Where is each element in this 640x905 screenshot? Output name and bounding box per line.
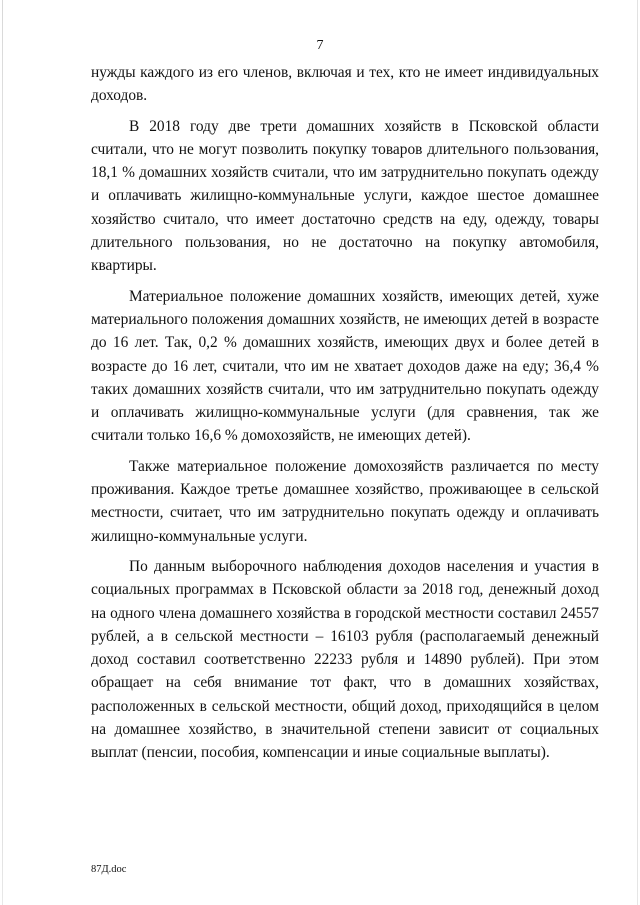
paragraph-household-purchases: В 2018 году две трети домашних хозяйств в Псковской области считали, что не могут позволить покупку товаров длительного пользования, 18,1 % домашних хозяйств считали, что им затруднительно покупать одежду и оплачивать жилищно-коммунальные услуги, каждое шестое домашнее хозяйство считало, что имеет достаточно средств на еду, одежду, товары длительного пользования, но не достаточно на покупку автомобиля, квартиры. xyxy=(91,117,599,275)
paragraph-continuation: нужды каждого из его членов, включая и тех, кто не имеет индивидуальных доходов. xyxy=(91,64,599,105)
paragraph-place-of-residence: Также материальное положение домохозяйств различается по месту проживания. Каждое третье домашнее хозяйство, проживающее в сельской местности, считает, что им затруднительно покупать одежду и оплачивать жилищно-коммунальные услуги. xyxy=(91,457,599,545)
scan-edge-right xyxy=(637,0,638,905)
page-number: 7 xyxy=(316,38,324,53)
body-text xyxy=(91,61,599,772)
scan-edge-left xyxy=(2,0,3,905)
footer-filename: 87Д.doc xyxy=(91,864,127,875)
paragraph-income-survey: По данным выборочного наблюдения доходов населения и участия в социальных программах в Псковской области за 2018 год, денежный доход на одного члена домашнего хозяйства в городской местности составил 24557 рублей, а в сельской местности – 16103 рубля (располагаемый денежный доход составил соответственно 22233 рубля и 14890 рублей). При этом обращает на себя внимание тот факт, что в домашних хозяйствах, расположенных в сельской местности, общий доход, приходящийся в целом на домашнее хозяйство, в значительной степени зависит от социальных выплат (пенсии, пособия, компенсации и иные социальные выплаты). xyxy=(91,557,599,762)
paragraph-households-with-children: Материальное положение домашних хозяйств, имеющих детей, хуже материального положения домашних хозяйств, не имеющих детей в возрасте до 16 лет. Так, 0,2 % домашних хозяйств, имеющих двух и более детей в возрасте до 16 лет, считали, что им не хватает доходов даже на еду; 36,4 % таких домашних хозяйств считали, что им затруднительно покупать одежду и оплачивать жилищно-коммунальные услуги (для сравнения, так же считали только 16,6 % домохозяйств, не имеющих детей). xyxy=(91,287,599,445)
